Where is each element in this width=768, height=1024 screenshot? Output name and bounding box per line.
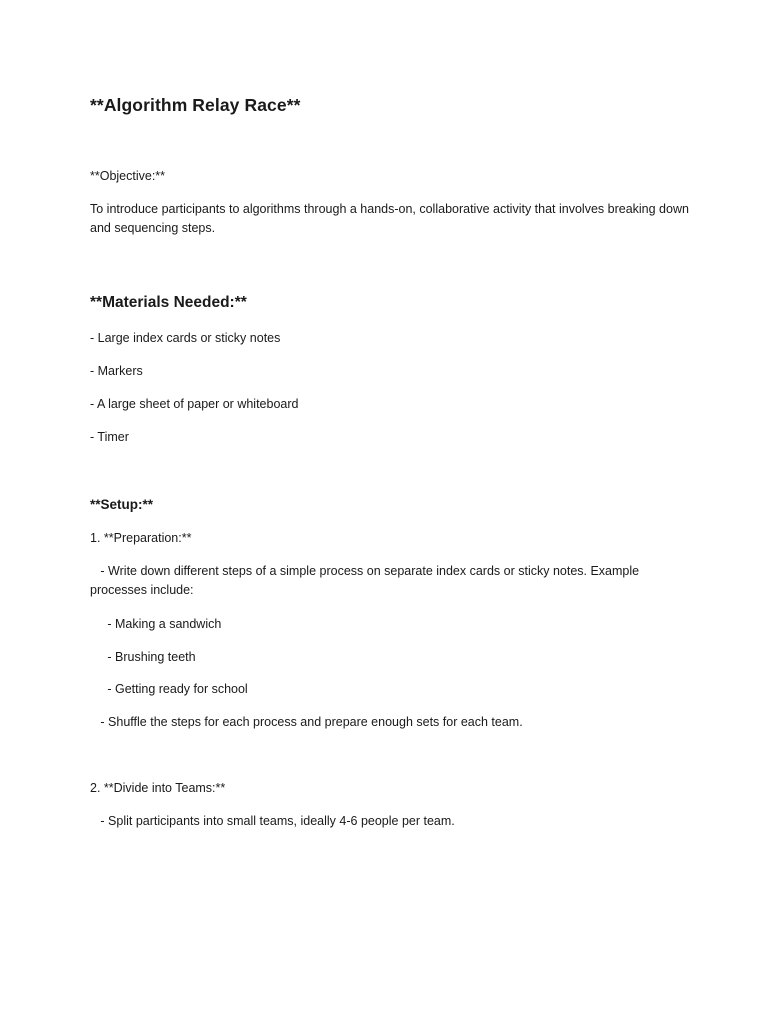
- setup-heading: **Setup:**: [90, 497, 154, 512]
- step2-label: 2. **Divide into Teams:**: [90, 781, 226, 795]
- objective-label: **Objective:**: [90, 169, 166, 183]
- materials-heading: **Materials Needed:**: [90, 294, 247, 311]
- materials-item: - Timer: [90, 430, 129, 444]
- example-item: - Brushing teeth: [90, 650, 196, 664]
- example-item: - Making a sandwich: [90, 617, 222, 631]
- example-item: - Getting ready for school: [90, 682, 248, 696]
- materials-item: - A large sheet of paper or whiteboard: [90, 397, 299, 411]
- step1-shuffle-text: - Shuffle the steps for each process and prepare enough sets for each team.: [90, 715, 523, 729]
- step1-label: 1. **Preparation:**: [90, 531, 192, 545]
- objective-text: To introduce participants to algorithms through a hands-on, collaborative activity that involves breaking down and sequencing steps.: [90, 202, 689, 235]
- materials-item: - Markers: [90, 364, 143, 378]
- step2-text: - Split participants into small teams, ideally 4-6 people per team.: [90, 814, 455, 828]
- step1-text: - Write down different steps of a simple process on separate index cards or sticky notes. Example processes include:: [90, 564, 643, 597]
- materials-item: - Large index cards or sticky notes: [90, 331, 281, 345]
- document-title: **Algorithm Relay Race**: [90, 95, 301, 115]
